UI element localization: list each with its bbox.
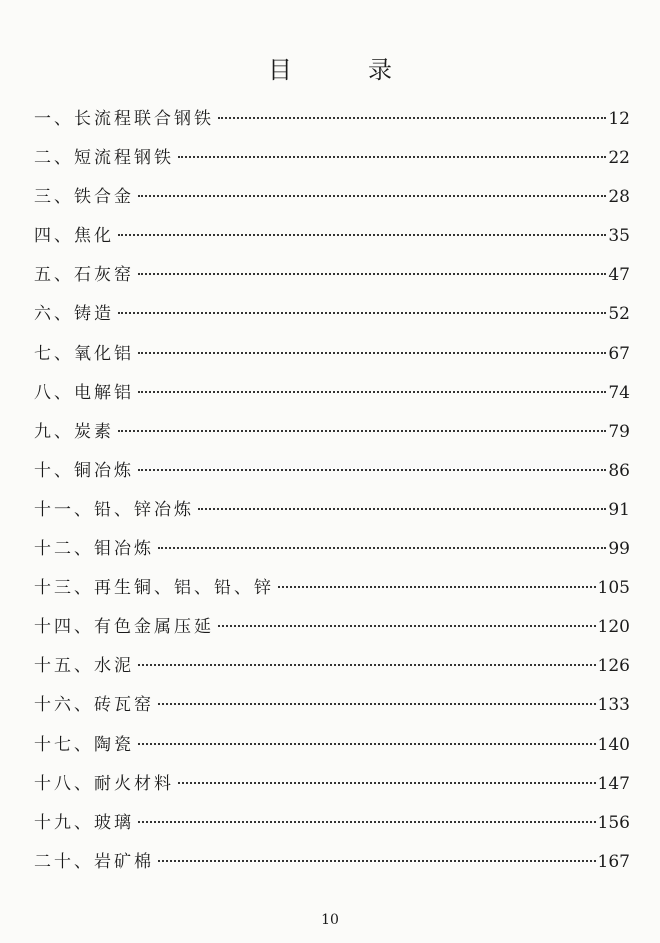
toc-entry[interactable] xyxy=(34,611,630,650)
dot-leader xyxy=(178,782,596,784)
toc-entry-page: 147 xyxy=(597,773,630,794)
toc-entry-page: 140 xyxy=(597,734,630,755)
dot-leader xyxy=(138,273,606,275)
dot-leader xyxy=(198,508,606,510)
toc-entry-label: 一、长流程联合钢铁 xyxy=(34,109,214,129)
toc-entry[interactable] xyxy=(34,103,630,142)
toc-entry-label: 十一、铅、锌冶炼 xyxy=(34,499,194,520)
dot-leader xyxy=(118,234,606,236)
toc-entry-label: 十、铜冶炼 xyxy=(34,460,134,481)
toc-entry-page: 133 xyxy=(597,695,630,716)
dot-leader xyxy=(138,391,606,393)
dot-leader xyxy=(138,195,606,197)
toc-entry[interactable] xyxy=(34,142,630,181)
toc-entry-label: 五、石灰窑 xyxy=(34,265,134,286)
toc-entry-page: 167 xyxy=(597,851,630,872)
dot-leader xyxy=(158,703,596,705)
toc-entry-page: 74 xyxy=(608,382,630,403)
toc-entry-page: 28 xyxy=(608,187,630,208)
toc-entry-label: 二十、岩矿棉 xyxy=(34,851,154,872)
dot-leader xyxy=(138,821,596,823)
toc-entry-label: 四、焦化 xyxy=(34,226,114,247)
toc-entry[interactable] xyxy=(34,338,630,377)
toc-entry-label: 十三、再生铜、铝、铅、锌 xyxy=(34,578,274,599)
toc-entry[interactable] xyxy=(34,650,630,689)
toc-entry[interactable] xyxy=(34,846,630,885)
dot-leader xyxy=(158,860,596,862)
toc-entry[interactable] xyxy=(34,807,630,846)
toc-entry-page: 86 xyxy=(608,460,630,481)
toc-entry-label: 六、铸造 xyxy=(34,304,114,325)
dot-leader xyxy=(178,156,606,158)
toc-entry-page: 47 xyxy=(608,265,630,286)
dot-leader xyxy=(138,469,606,471)
page-title: 目 录 xyxy=(268,56,418,85)
toc-entry-label: 九、炭素 xyxy=(34,421,114,442)
toc-entry[interactable] xyxy=(34,259,630,298)
toc-entry-label: 十六、砖瓦窑 xyxy=(34,695,154,716)
toc-entry-page: 35 xyxy=(608,226,630,247)
toc-entry-label: 七、氧化铝 xyxy=(34,343,134,364)
toc-entry[interactable] xyxy=(34,533,630,572)
toc-entry[interactable] xyxy=(34,572,630,611)
toc-entry[interactable] xyxy=(34,494,630,533)
toc-entry-page: 79 xyxy=(608,421,630,442)
dot-leader xyxy=(278,586,596,588)
toc-entry-page: 105 xyxy=(597,578,630,599)
toc-entry-page: 156 xyxy=(597,812,630,833)
table-of-contents xyxy=(34,103,630,885)
dot-leader xyxy=(138,352,606,354)
dot-leader xyxy=(138,664,596,666)
toc-entry[interactable] xyxy=(34,181,630,220)
toc-entry-label: 三、铁合金 xyxy=(34,187,134,208)
toc-entry-page: 120 xyxy=(597,617,630,638)
toc-entry[interactable] xyxy=(34,689,630,728)
dot-leader xyxy=(118,430,606,432)
toc-entry-label: 二、短流程钢铁 xyxy=(34,148,174,169)
dot-leader xyxy=(218,117,606,119)
toc-entry-label: 十五、水泥 xyxy=(34,656,134,677)
toc-entry-page: 52 xyxy=(608,304,630,325)
toc-entry[interactable] xyxy=(34,298,630,337)
toc-entry-label: 十七、陶瓷 xyxy=(34,734,134,755)
toc-entry[interactable] xyxy=(34,768,630,807)
toc-entry-label: 十四、有色金属压延 xyxy=(34,617,214,638)
toc-entry-label: 八、电解铝 xyxy=(34,382,134,403)
toc-entry-label: 十八、耐火材料 xyxy=(34,773,174,794)
toc-entry-page: 91 xyxy=(608,499,630,520)
page-number: 10 xyxy=(321,912,339,928)
toc-entry[interactable] xyxy=(34,729,630,768)
toc-entry-page: 12 xyxy=(608,109,630,129)
dot-leader xyxy=(158,547,606,549)
toc-entry[interactable] xyxy=(34,455,630,494)
dot-leader xyxy=(138,743,596,745)
toc-entry-page: 22 xyxy=(608,148,630,169)
toc-entry-page: 99 xyxy=(608,539,630,560)
toc-entry-page: 126 xyxy=(597,656,630,677)
toc-entry-label: 十二、钼冶炼 xyxy=(34,539,154,560)
dot-leader xyxy=(118,312,606,314)
toc-entry[interactable] xyxy=(34,416,630,455)
toc-entry-label: 十九、玻璃 xyxy=(34,812,134,833)
toc-entry-page: 67 xyxy=(608,343,630,364)
toc-entry[interactable] xyxy=(34,220,630,259)
toc-entry[interactable] xyxy=(34,377,630,416)
dot-leader xyxy=(218,625,596,627)
